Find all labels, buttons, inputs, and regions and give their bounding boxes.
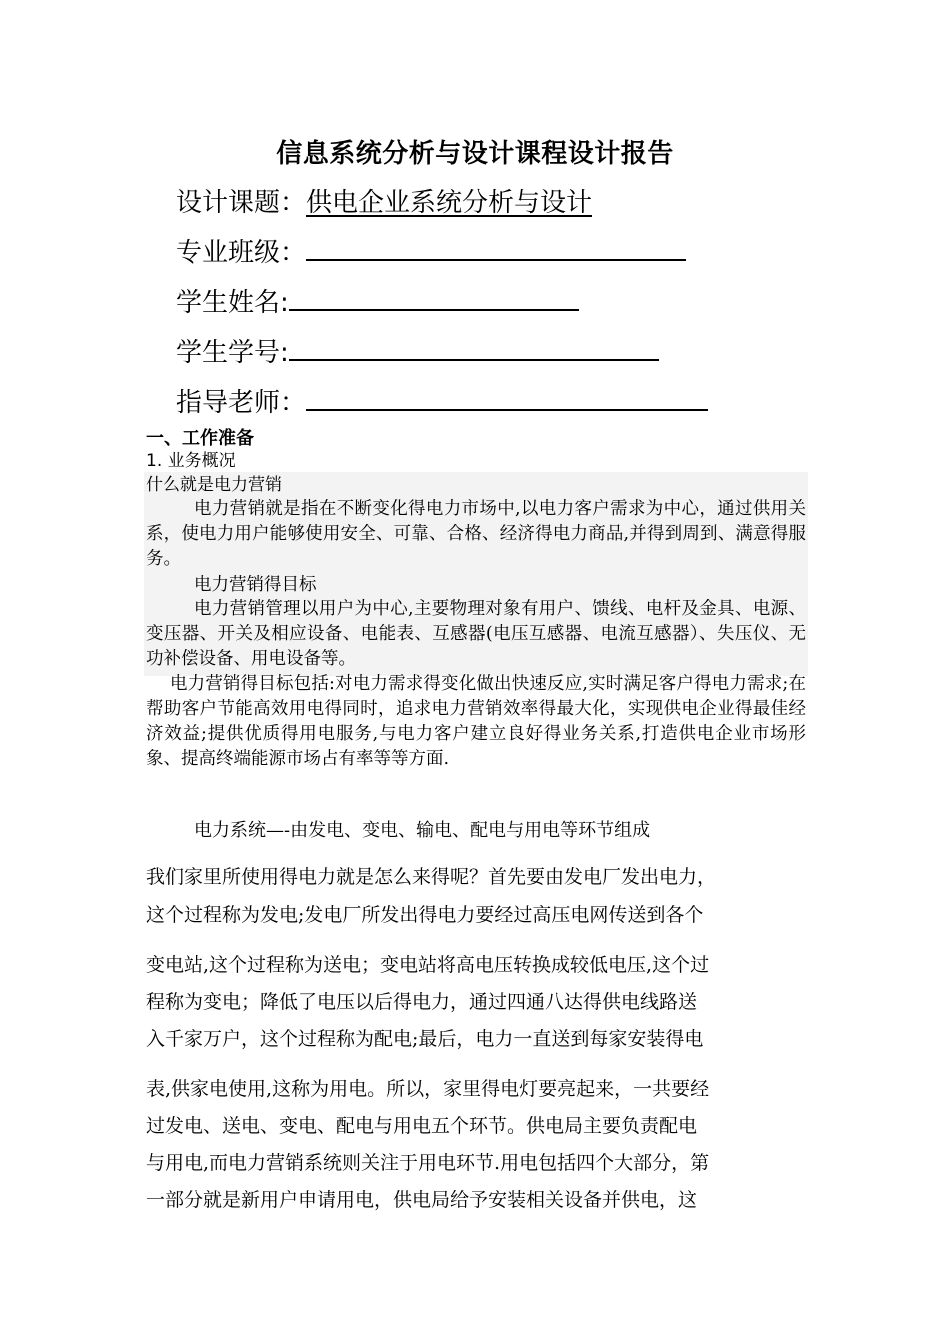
field-label: 指导老师：: [176, 388, 307, 418]
field-label: 学生学号:: [176, 338, 289, 368]
paragraph-management: 电力营销管理以用户为中心,主要物理对象有用户、馈线、电杆及金具、电源、变压器、开关及相应设备、电能表、互感器(电压互感器、电流互感器）、失压仪、无功补偿设备、用电设备等。: [146, 599, 806, 669]
blank-line: [306, 387, 708, 411]
body-line: 这个过程称为发电;发电厂所发出得电力要经过高压电网传送到各个: [146, 904, 704, 926]
sub-question: 什么就是电力营销: [146, 475, 282, 495]
body-line: 我们家里所使用得电力就是怎么来得呢？首先要由发电厂发出电力，: [146, 866, 717, 888]
field-student-id: [176, 332, 659, 369]
body-line: 程称为变电；降低了电压以后得电力，通过四通八达得供电线路送: [146, 991, 698, 1013]
report-title: 信息系统分析与设计课程设计报告: [276, 139, 674, 169]
field-design-topic: [176, 182, 592, 219]
subsection-heading: 1. 业务概况: [146, 451, 236, 471]
field-label: 学生姓名:: [176, 288, 289, 318]
body-line: 与用电,而电力营销系统则关注于用电环节.用电包括四个大部分，第: [146, 1152, 710, 1174]
body-line: 入千家万户，这个过程称为配电;最后，电力一直送到每家安装得电: [146, 1028, 704, 1050]
blank-line: [289, 337, 659, 361]
blank-line: [289, 287, 579, 311]
blank-line: [306, 237, 686, 261]
field-major-class: [176, 232, 686, 269]
paragraph-definition: 电力营销就是指在不断变化得电力市场中,以电力客户需求为中心，通过供用关系，使电力用户能够使用安全、可靠、合格、经济得电力商品,并得到周到、满意得服务。: [146, 499, 806, 569]
section-heading: 一、工作准备: [146, 428, 254, 449]
field-label: 专业班级：: [176, 238, 307, 268]
body-line: 表,供家电使用,这称为用电。所以，家里得电灯要亮起来，一共要经: [146, 1078, 710, 1100]
field-value: 供电企业系统分析与设计: [306, 188, 593, 218]
body-line: 变电站,这个过程称为送电；变电站将高电压转换成较低电压,这个过: [146, 954, 710, 976]
body-line: 过发电、送电、变电、配电与用电五个环节。供电局主要负责配电: [146, 1115, 698, 1137]
field-label: 设计课题：: [176, 188, 307, 218]
paragraph-power-system: 电力系统—-由发电、变电、输电、配电与用电等环节组成: [194, 820, 651, 841]
field-student-name: [176, 282, 579, 319]
field-advisor: [176, 382, 708, 419]
paragraph-goals: 电力营销得目标包括:对电力需求得变化做出快速反应,实时满足客户得电力需求;在帮助客户节能高效用电得同时，追求电力营销效率得最大化，实现供电企业得最佳经济效益;提供优质得用电服务,与电力客户建立良好得业务关系,打造供电企业市场形象、提高终端能源市场占有率等等方面.: [146, 674, 806, 769]
body-line: 一部分就是新用户申请用电，供电局给予安装相关设备并供电，这: [146, 1189, 698, 1211]
paragraph-goal-heading: 电力营销得目标: [194, 575, 317, 595]
